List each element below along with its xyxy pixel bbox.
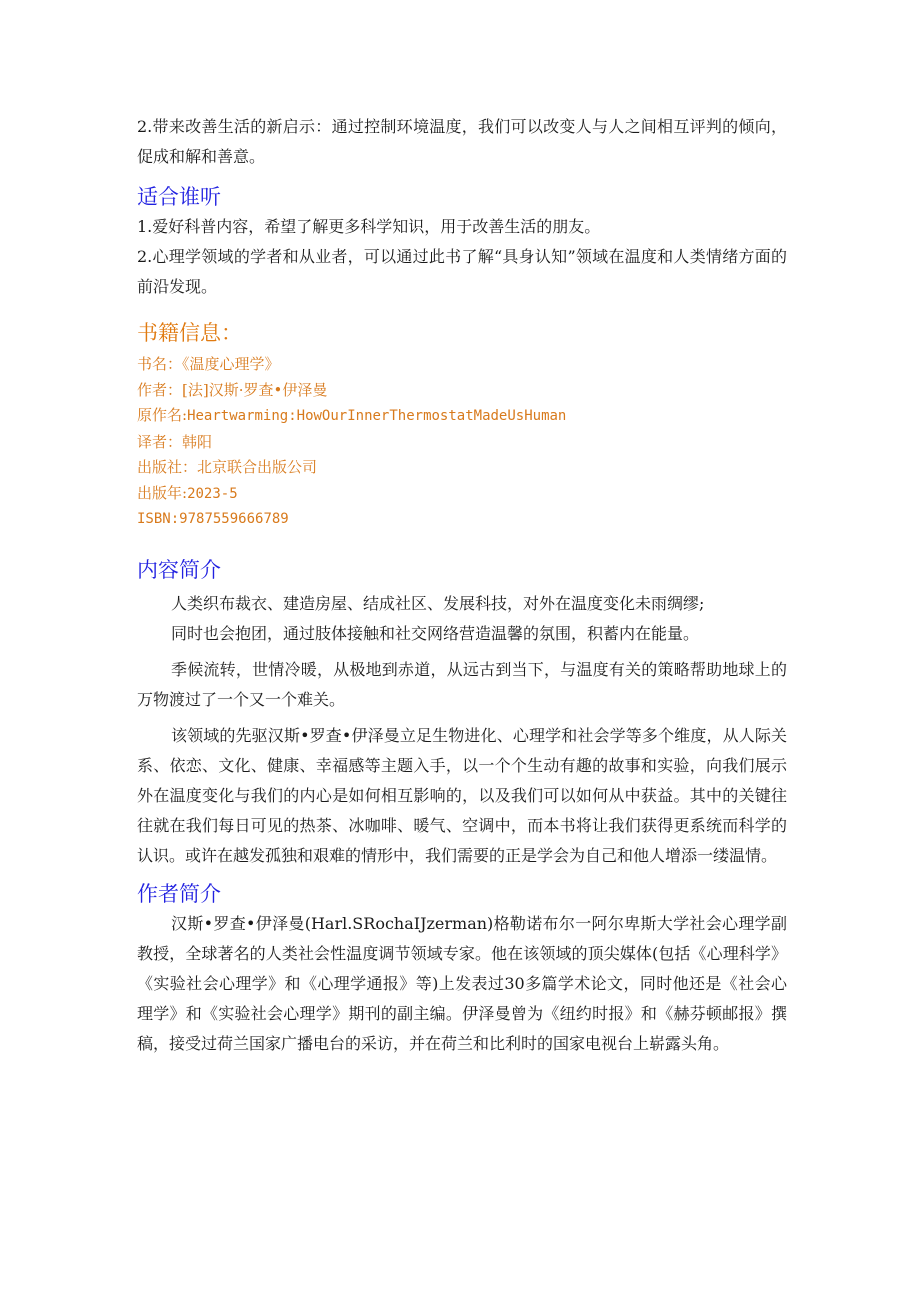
book-title-value: 《温度心理学》	[182, 355, 280, 373]
audience-heading: 适合谁听	[137, 185, 221, 209]
book-author-line	[137, 378, 787, 404]
book-year-label: 出版年:	[137, 483, 188, 502]
content-paragraph-3: 该领域的先驱汉斯•罗查•伊泽曼立足生物进化、心理学和社会学等多个维度，从人际关系、依恋、文化、健康、幸福感等主题入手，以一个个生动有趣的故事和实验，向我们展示外在温度变化与我们的内心是如何相互影响的，以及我们可以如何从中获益。其中的关键往往就在我们每日可见的热茶、冰咖啡、暖气、空调中，而本书将让我们获得更系统而科学的认识。或许在越发孤独和艰难的情形中，我们需要的正是学会为自己和他人增添一缕温情。	[137, 725, 787, 865]
book-translator-label: 译者：	[137, 432, 183, 451]
book-title-label: 书名：	[137, 355, 183, 373]
book-publisher-value: 北京联合出版公司	[197, 458, 318, 476]
book-year-value: 2023-5	[187, 485, 238, 502]
book-title-line	[137, 352, 787, 378]
content-paragraph-2: 季候流转，世情冷暖，从极地到赤道，从远古到当下，与温度有关的策略帮助地球上的万物渡过了一个又一个难关。	[137, 659, 787, 709]
book-info-heading: 书籍信息：	[137, 321, 242, 345]
audience-item-1: 1.爱好科普内容，希望了解更多科学知识，用于改善生活的朋友。	[137, 217, 601, 236]
book-original-title-line	[137, 403, 787, 430]
book-publisher-line	[137, 455, 787, 481]
book-isbn-value: 9787559666789	[179, 511, 289, 527]
book-info-list	[137, 352, 787, 533]
content-line-1: 人类织布裁衣、建造房屋、结成社区、发展科技，对外在温度变化未雨绸缪;	[171, 593, 705, 613]
book-isbn-line	[137, 507, 787, 533]
book-year-line	[137, 481, 787, 508]
book-original-value: Heartwarming:HowOurInnerThermostatMadeUsHuman	[187, 408, 567, 424]
audience-item-2: 2.心理学领域的学者和从业者，可以通过此书了解“具身认知”领域在温度和人类情绪方面的前沿发现。	[137, 247, 787, 296]
author-summary-heading: 作者简介	[137, 881, 221, 906]
intro-point-2: 2.带来改善生活的新启示：通过控制环境温度，我们可以改变人与人之间相互评判的倾向，促成和解和善意。	[137, 117, 787, 166]
book-author-label: 作者：	[137, 380, 183, 399]
document-page	[137, 112, 787, 1059]
book-publisher-label: 出版社：	[137, 458, 198, 476]
content-summary-heading: 内容简介	[137, 557, 221, 582]
book-original-label: 原作名:	[137, 406, 188, 424]
book-isbn-label: ISBN:	[137, 511, 180, 527]
book-translator-value: 韩阳	[182, 432, 213, 451]
book-translator-line	[137, 430, 787, 456]
content-line-2: 同时也会抱团，通过肢体接触和社交网络营造温馨的氛围，积蓄内在能量。	[171, 623, 700, 643]
author-paragraph: 汉斯•罗查•伊泽曼(Harl.SRochaIJzerman)格勒诺布尔一阿尔卑斯大学社会心理学副教授，全球著名的人类社会性温度调节领域专家。他在该领域的顶尖媒体(包括《心理科学》《实验社会心理学》和《心理学通报》等)上发表过30多篇学术论文，同时他还是《社会心理学》和《实验社会心理学》期刊的副主编。伊泽曼曾为《纽约时报》和《赫芬顿邮报》撰稿，接受过荷兰国家广播电台的采访，并在荷兰和比利时的国家电视台上崭露头角。	[137, 913, 787, 1053]
book-author-value: [法]汉斯·罗查•伊泽曼	[182, 380, 328, 399]
